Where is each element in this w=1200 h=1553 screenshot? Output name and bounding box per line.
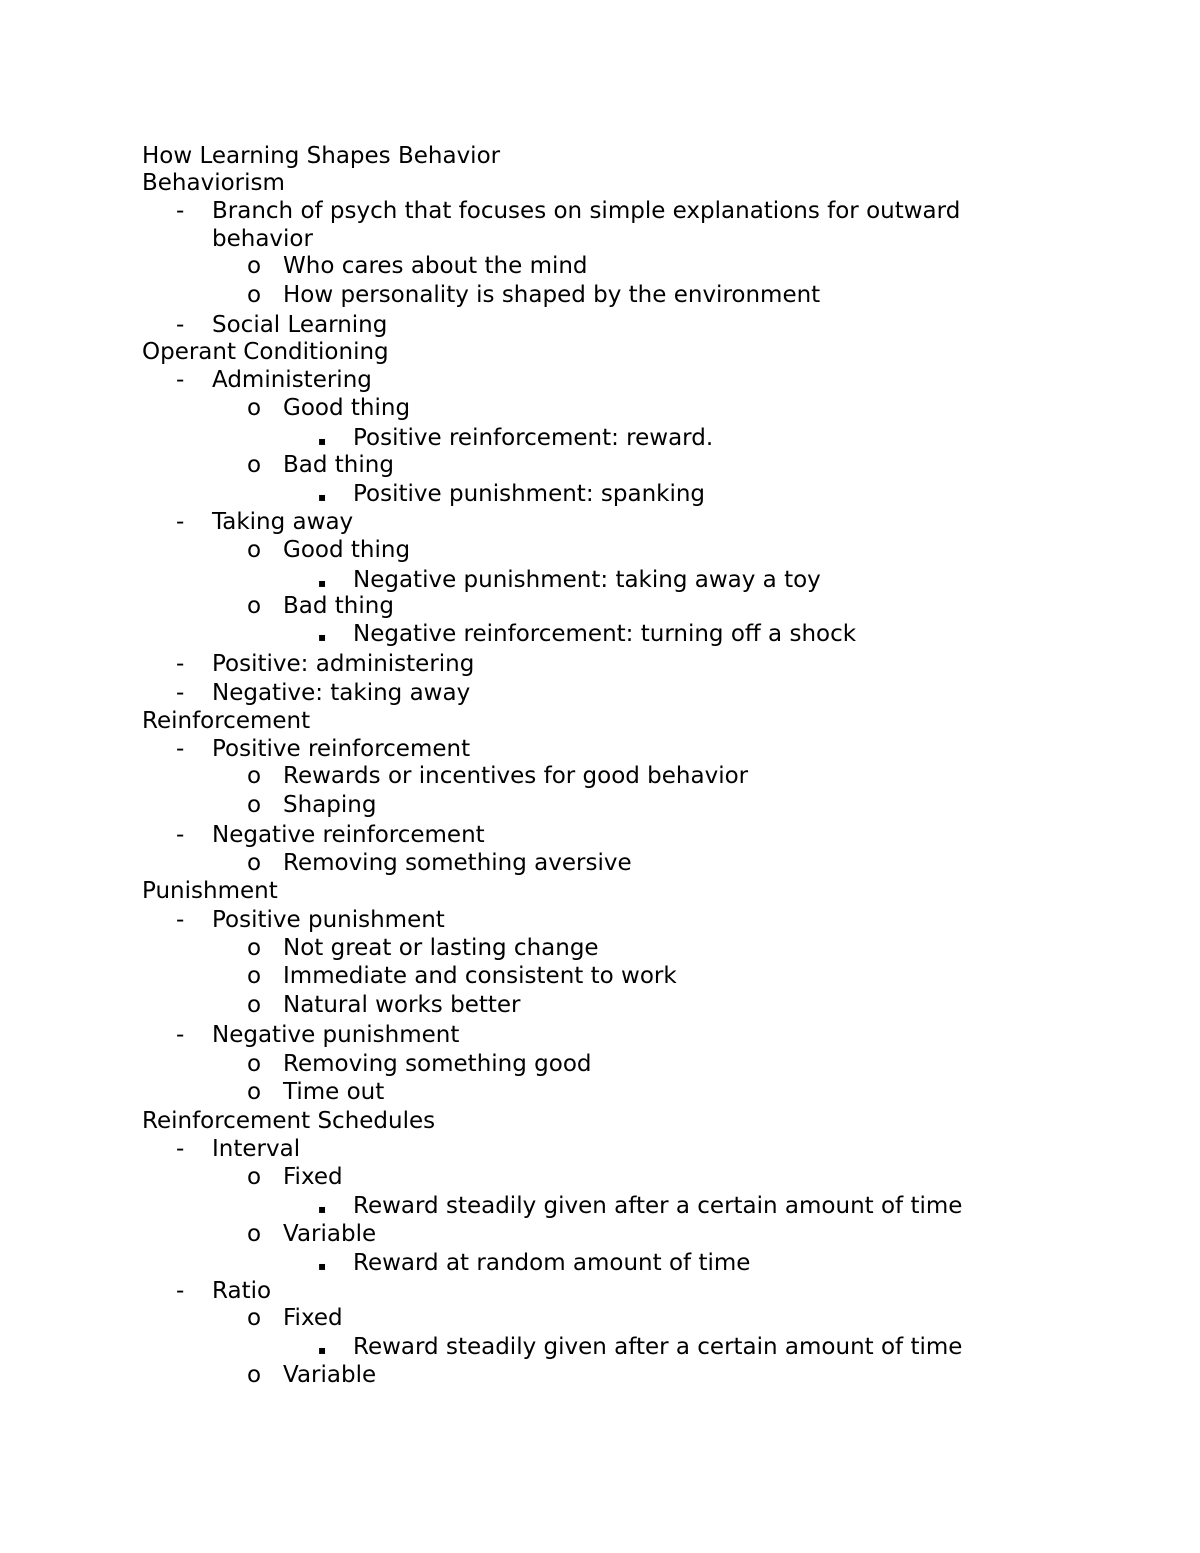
list-item-level-2: Who cares about the mind bbox=[283, 253, 588, 279]
circle-bullet-icon: o bbox=[247, 537, 262, 563]
list-item-level-1: Positive punishment bbox=[212, 907, 445, 933]
list-item-level-3: Reward steadily given after a certain amount of time bbox=[353, 1193, 963, 1219]
dash-bullet-icon: - bbox=[176, 1136, 185, 1162]
dash-bullet-icon: - bbox=[176, 509, 185, 535]
circle-bullet-icon: o bbox=[247, 452, 262, 478]
list-item-level-2: Immediate and consistent to work bbox=[283, 963, 677, 989]
dash-bullet-icon: - bbox=[176, 736, 185, 762]
square-bullet-icon: ▪ bbox=[318, 1259, 327, 1273]
list-item-level-2: Good thing bbox=[283, 395, 411, 421]
list-item-level-1: Negative punishment bbox=[212, 1022, 460, 1048]
list-item-level-3: Negative punishment: taking away a toy bbox=[353, 567, 821, 593]
circle-bullet-icon: o bbox=[247, 792, 262, 818]
list-item-level-2: Good thing bbox=[283, 537, 411, 563]
document-title: How Learning Shapes Behavior bbox=[142, 143, 501, 169]
section-heading: Reinforcement bbox=[142, 708, 311, 734]
list-item-level-1: Negative reinforcement bbox=[212, 822, 485, 848]
circle-bullet-icon: o bbox=[247, 763, 262, 789]
list-item-level-3: Negative reinforcement: turning off a shock bbox=[353, 621, 857, 647]
square-bullet-icon: ▪ bbox=[318, 490, 327, 504]
section-heading: Behaviorism bbox=[142, 170, 285, 196]
list-item-level-1: Ratio bbox=[212, 1278, 272, 1304]
dash-bullet-icon: - bbox=[176, 198, 185, 224]
dash-bullet-icon: - bbox=[176, 367, 185, 393]
list-item-level-2: Fixed bbox=[283, 1164, 343, 1190]
dash-bullet-icon: - bbox=[176, 312, 185, 338]
section-heading: Reinforcement Schedules bbox=[142, 1108, 436, 1134]
circle-bullet-icon: o bbox=[247, 1164, 262, 1190]
list-item-level-2: Variable bbox=[283, 1221, 377, 1247]
list-item-level-1: Administering bbox=[212, 367, 372, 393]
list-item-level-1: Positive: administering bbox=[212, 651, 475, 677]
dash-bullet-icon: - bbox=[176, 907, 185, 933]
circle-bullet-icon: o bbox=[247, 1051, 262, 1077]
list-item-level-2: Removing something aversive bbox=[283, 850, 632, 876]
list-item-level-3: Reward steadily given after a certain amount of time bbox=[353, 1334, 963, 1360]
circle-bullet-icon: o bbox=[247, 1079, 262, 1105]
circle-bullet-icon: o bbox=[247, 1362, 262, 1388]
square-bullet-icon: ▪ bbox=[318, 630, 327, 644]
square-bullet-icon: ▪ bbox=[318, 1202, 327, 1216]
circle-bullet-icon: o bbox=[247, 593, 262, 619]
circle-bullet-icon: o bbox=[247, 992, 262, 1018]
list-item-level-2: Bad thing bbox=[283, 452, 394, 478]
dash-bullet-icon: - bbox=[176, 651, 185, 677]
list-item-level-3: Positive punishment: spanking bbox=[353, 481, 706, 507]
list-item-level-1: Taking away bbox=[212, 509, 354, 535]
list-item-level-3: Positive reinforcement: reward. bbox=[353, 425, 714, 451]
circle-bullet-icon: o bbox=[247, 395, 262, 421]
list-item-level-2: Rewards or incentives for good behavior bbox=[283, 763, 749, 789]
dash-bullet-icon: - bbox=[176, 1278, 185, 1304]
list-item-level-2: How personality is shaped by the environment bbox=[283, 282, 821, 308]
list-item-level-2: Shaping bbox=[283, 792, 377, 818]
dash-bullet-icon: - bbox=[176, 822, 185, 848]
square-bullet-icon: ▪ bbox=[318, 434, 327, 448]
circle-bullet-icon: o bbox=[247, 963, 262, 989]
circle-bullet-icon: o bbox=[247, 1221, 262, 1247]
list-item-level-1: Negative: taking away bbox=[212, 680, 471, 706]
list-item-level-2: Variable bbox=[283, 1362, 377, 1388]
dash-bullet-icon: - bbox=[176, 1022, 185, 1048]
list-item-level-2: Fixed bbox=[283, 1305, 343, 1331]
list-item-level-2: Natural works better bbox=[283, 992, 521, 1018]
square-bullet-icon: ▪ bbox=[318, 576, 327, 590]
list-item-level-1: Social Learning bbox=[212, 312, 388, 338]
circle-bullet-icon: o bbox=[247, 253, 262, 279]
list-item-level-1: Branch of psych that focuses on simple explanations for outward behavior bbox=[212, 198, 961, 252]
circle-bullet-icon: o bbox=[247, 850, 262, 876]
list-item-level-2: Removing something good bbox=[283, 1051, 592, 1077]
section-heading: Operant Conditioning bbox=[142, 339, 389, 365]
circle-bullet-icon: o bbox=[247, 1305, 262, 1331]
list-item-level-1: Interval bbox=[212, 1136, 301, 1162]
dash-bullet-icon: - bbox=[176, 680, 185, 706]
section-heading: Punishment bbox=[142, 878, 278, 904]
list-item-level-2: Not great or lasting change bbox=[283, 935, 599, 961]
list-item-level-3: Reward at random amount of time bbox=[353, 1250, 751, 1276]
circle-bullet-icon: o bbox=[247, 282, 262, 308]
list-item-level-2: Time out bbox=[283, 1079, 385, 1105]
square-bullet-icon: ▪ bbox=[318, 1343, 327, 1357]
circle-bullet-icon: o bbox=[247, 935, 262, 961]
list-item-level-1: Positive reinforcement bbox=[212, 736, 471, 762]
list-item-level-2: Bad thing bbox=[283, 593, 394, 619]
